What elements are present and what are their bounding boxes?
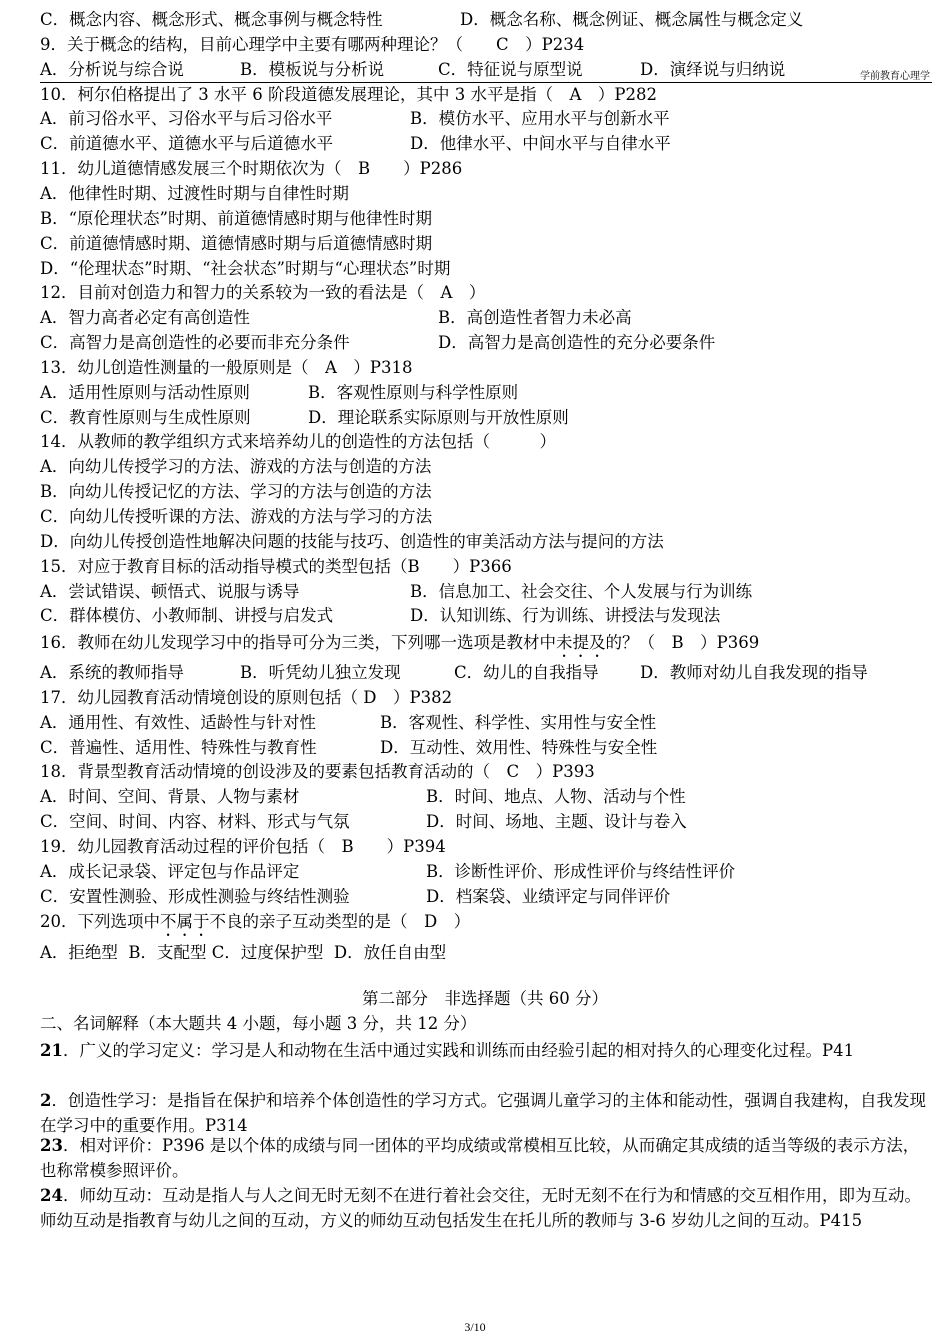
line-text: A．他律性时期、过渡性时期与自律性时期 xyxy=(40,183,349,203)
option-text: D．时间、场地、主题、设计与卷入 xyxy=(426,812,687,832)
option-text: D．理论联系实际原则与开放性原则 xyxy=(308,407,569,427)
text-line xyxy=(40,333,930,353)
option-text: D．教师对幼儿自我发现的指导 xyxy=(640,663,868,682)
option-text: C．幼儿的自我指导 xyxy=(454,663,599,682)
header-tag: 学前教育心理学 xyxy=(860,71,930,82)
text-line xyxy=(40,762,930,782)
option-text: A．成长记录袋、评定包与作品评定 xyxy=(40,861,300,881)
question-20-before: 20．下列选项中 xyxy=(40,912,160,931)
text-line xyxy=(40,532,930,552)
term-22 xyxy=(40,1088,932,1138)
option-text: B．客观性、科学性、实用性与安全性 xyxy=(380,712,657,732)
option-text: D．高智力是高创造性的充分必要条件 xyxy=(438,333,716,353)
question-16-after: 的？（ B ）P369 xyxy=(605,633,760,652)
term-text: ．相对评价：P396 是以个体的成绩与同一团体的平均成绩或常模相互比较，从而确定其成绩的适当等级的表示方法，也称常模参照评价。 xyxy=(40,1136,920,1180)
option-text: A．前习俗水平、习俗水平与后习俗水平 xyxy=(40,109,333,129)
option-text: A．通用性、有效性、适龄性与针对性 xyxy=(40,712,316,732)
option-text: D．演绎说与归纳说 xyxy=(640,59,786,79)
line-text: 11．幼儿道德情感发展三个时期依次为（ B ）P286 xyxy=(40,159,463,179)
option-text: A．时间、空间、背景、人物与素材 xyxy=(40,787,300,807)
text-line xyxy=(40,259,930,279)
option-text: D．档案袋、业绩评定与同伴评价 xyxy=(426,886,671,906)
term-number: 2 xyxy=(40,1091,52,1110)
text-line xyxy=(40,408,930,428)
option-text: B．听凭幼儿独立发现 xyxy=(240,663,401,682)
line-text: 15．对应于教育目标的活动指导模式的类型包括（B ）P366 xyxy=(40,556,512,576)
question-20-after: 不良的亲子互动类型的是（ D ） xyxy=(209,912,471,931)
text-line xyxy=(40,283,930,303)
option-text: C．特征说与原型说 xyxy=(438,59,583,79)
option-text: C．前道德水平、道德水平与后道德水平 xyxy=(40,134,334,154)
line-text: 10．柯尔伯格提出了 3 水平 6 阶段道德发展理论，其中 3 水平是指（ A ）P282 xyxy=(40,84,657,104)
term-number: 23 xyxy=(40,1136,63,1155)
option-text: A．智力高者必定有高创造性 xyxy=(40,308,250,328)
option-text: C．群体模仿、小教师制、讲授与启发式 xyxy=(40,606,334,626)
header-rule xyxy=(40,82,932,83)
line-text: 18．背景型教育活动情境的创设涉及的要素包括教育活动的（ C ）P393 xyxy=(40,762,595,782)
text-line xyxy=(40,209,930,229)
text-line xyxy=(40,557,930,577)
text-line xyxy=(40,10,930,30)
line-text: 17．幼儿园教育活动情境创设的原则包括（ D ）P382 xyxy=(40,687,453,707)
option-text: A．系统的教师指导 xyxy=(40,663,184,682)
question-16 xyxy=(40,633,930,653)
text-line xyxy=(40,35,930,55)
part2-title: 第二部分 非选择题（共 60 分） xyxy=(362,989,608,1008)
option-text: A．分析说与综合说 xyxy=(40,59,184,79)
term-23 xyxy=(40,1133,932,1183)
text-line xyxy=(40,109,930,129)
text-line xyxy=(40,159,930,179)
line-text: 12．目前对创造力和智力的关系较为一致的看法是（ A ） xyxy=(40,283,486,303)
text-line xyxy=(40,862,930,882)
term-24 xyxy=(40,1183,932,1233)
option-text: B．模板说与分析说 xyxy=(240,59,385,79)
option-text: D．互动性、效用性、特殊性与安全性 xyxy=(380,737,658,757)
line-text: D．向幼儿传授创造性地解决问题的技能与技巧、创造性的审美活动方法与提问的方法 xyxy=(40,531,664,551)
text-line xyxy=(40,457,930,477)
text-line xyxy=(40,60,930,80)
line-text: 14．从教师的教学组织方式来培养幼儿的创造性的方法包括（ ） xyxy=(40,432,556,452)
text-line xyxy=(40,85,930,105)
text-line xyxy=(40,234,930,254)
option-text: B．信息加工、社会交往、个人发展与行为训练 xyxy=(410,581,753,601)
option-text: C．空间、时间、内容、材料、形式与气氛 xyxy=(40,812,350,832)
option-text: B．时间、地点、人物、活动与个性 xyxy=(426,787,686,807)
text-line xyxy=(40,582,930,602)
text-line xyxy=(40,507,930,527)
line-text: C．向幼儿传授听课的方法、游戏的方法与学习的方法 xyxy=(40,507,433,526)
option-text: C．安置性测验、形成性测验与终结性测验 xyxy=(40,886,350,906)
text-line xyxy=(40,738,930,758)
text-line xyxy=(40,184,930,204)
line-text: 13．幼儿创造性测量的一般原则是（ A ）P318 xyxy=(40,357,413,377)
option-text: B．模仿水平、应用水平与创新水平 xyxy=(410,109,670,129)
question-16-emphasis: 未提及 xyxy=(556,633,606,652)
text-line xyxy=(40,787,930,807)
text-line xyxy=(40,308,930,328)
line-text: B．“原伦理状态”时期、前道德情感时期与他律性时期 xyxy=(40,208,432,228)
text-line xyxy=(40,432,930,452)
line-text: 9．关于概念的结构，目前心理学中主要有哪两种理论？（ C ）P234 xyxy=(40,34,585,54)
text-line xyxy=(40,482,930,502)
line-text: C．前道德情感时期、道德情感时期与后道德情感时期 xyxy=(40,233,433,253)
option-text: C．教育性原则与生成性原则 xyxy=(40,407,251,427)
text-line xyxy=(40,837,930,857)
text-line xyxy=(40,358,930,378)
term-21 xyxy=(40,1038,932,1063)
option-text: D．他律水平、中间水平与自律水平 xyxy=(410,134,671,154)
text-line xyxy=(40,663,930,683)
line-text: A．向幼儿传授学习的方法、游戏的方法与创造的方法 xyxy=(40,457,432,477)
text-line xyxy=(40,688,930,708)
text-line xyxy=(40,134,930,154)
option-text: C．概念内容、概念形式、概念事例与概念特性 xyxy=(40,10,383,29)
question-20-emphasis: 不属于 xyxy=(160,912,210,931)
option-text: A．适用性原则与活动性原则 xyxy=(40,382,250,402)
option-text: B．高创造性者智力未必高 xyxy=(438,308,632,328)
question-20 xyxy=(40,912,930,932)
option-text: C．普遍性、适用性、特殊性与教育性 xyxy=(40,737,317,757)
section2-title: 二、名词解释（本大题共 4 小题，每小题 3 分，共 12 分） xyxy=(40,1014,477,1033)
text-line xyxy=(40,383,930,403)
text-line xyxy=(40,606,930,626)
term-number: 24 xyxy=(40,1186,63,1205)
option-text: C．高智力是高创造性的必要而非充分条件 xyxy=(40,333,350,353)
question-16-before: 16．教师在幼儿发现学习中的指导可分为三类，下列哪一选项是教材中 xyxy=(40,633,556,652)
question-20-options: A．拒绝型 B．支配型 C．过度保护型 D．放任自由型 xyxy=(40,943,447,962)
option-text: B．客观性原则与科学性原则 xyxy=(308,382,519,402)
term-text: ．创造性学习：是指旨在保护和培养个体创造性的学习方式。它强调儿童学习的主体和能动性，强调自我建构，自我发现在学习中的重要作用。P314 xyxy=(40,1091,926,1135)
option-text: D．认知训练、行为训练、讲授法与发现法 xyxy=(410,606,721,626)
term-text: ．师幼互动：互动是指人与人之间无时无刻不在进行着社会交往，无时无刻不在行为和情感的交互相作用，即为互动。师幼互动是指教育与幼儿之间的互动，方义的师幼互动包括发生在托儿所的教师与 3-6 岁幼儿之间的互动。P415 xyxy=(40,1186,921,1230)
term-text: ．广义的学习定义：学习是人和动物在生活中通过实践和训练而由经验引起的相对持久的心理变化过程。P41 xyxy=(62,1041,855,1060)
page-number: 3/10 xyxy=(464,1320,486,1334)
line-text: D．“伦理状态”时期、“社会状态”时期与“心理状态”时期 xyxy=(40,258,451,278)
option-text: D．概念名称、概念例证、概念属性与概念定义 xyxy=(460,10,804,29)
option-text: B．诊断性评价、形成性评价与终结性评价 xyxy=(426,861,736,881)
line-text: B．向幼儿传授记忆的方法、学习的方法与创造的方法 xyxy=(40,482,432,502)
text-line xyxy=(40,713,930,733)
line-text: 19．幼儿园教育活动过程的评价包括（ B ）P394 xyxy=(40,836,446,856)
term-number: 21 xyxy=(40,1041,63,1060)
text-line xyxy=(40,812,930,832)
text-line xyxy=(40,887,930,907)
option-text: A．尝试错误、顿悟式、说服与诱导 xyxy=(40,581,300,601)
